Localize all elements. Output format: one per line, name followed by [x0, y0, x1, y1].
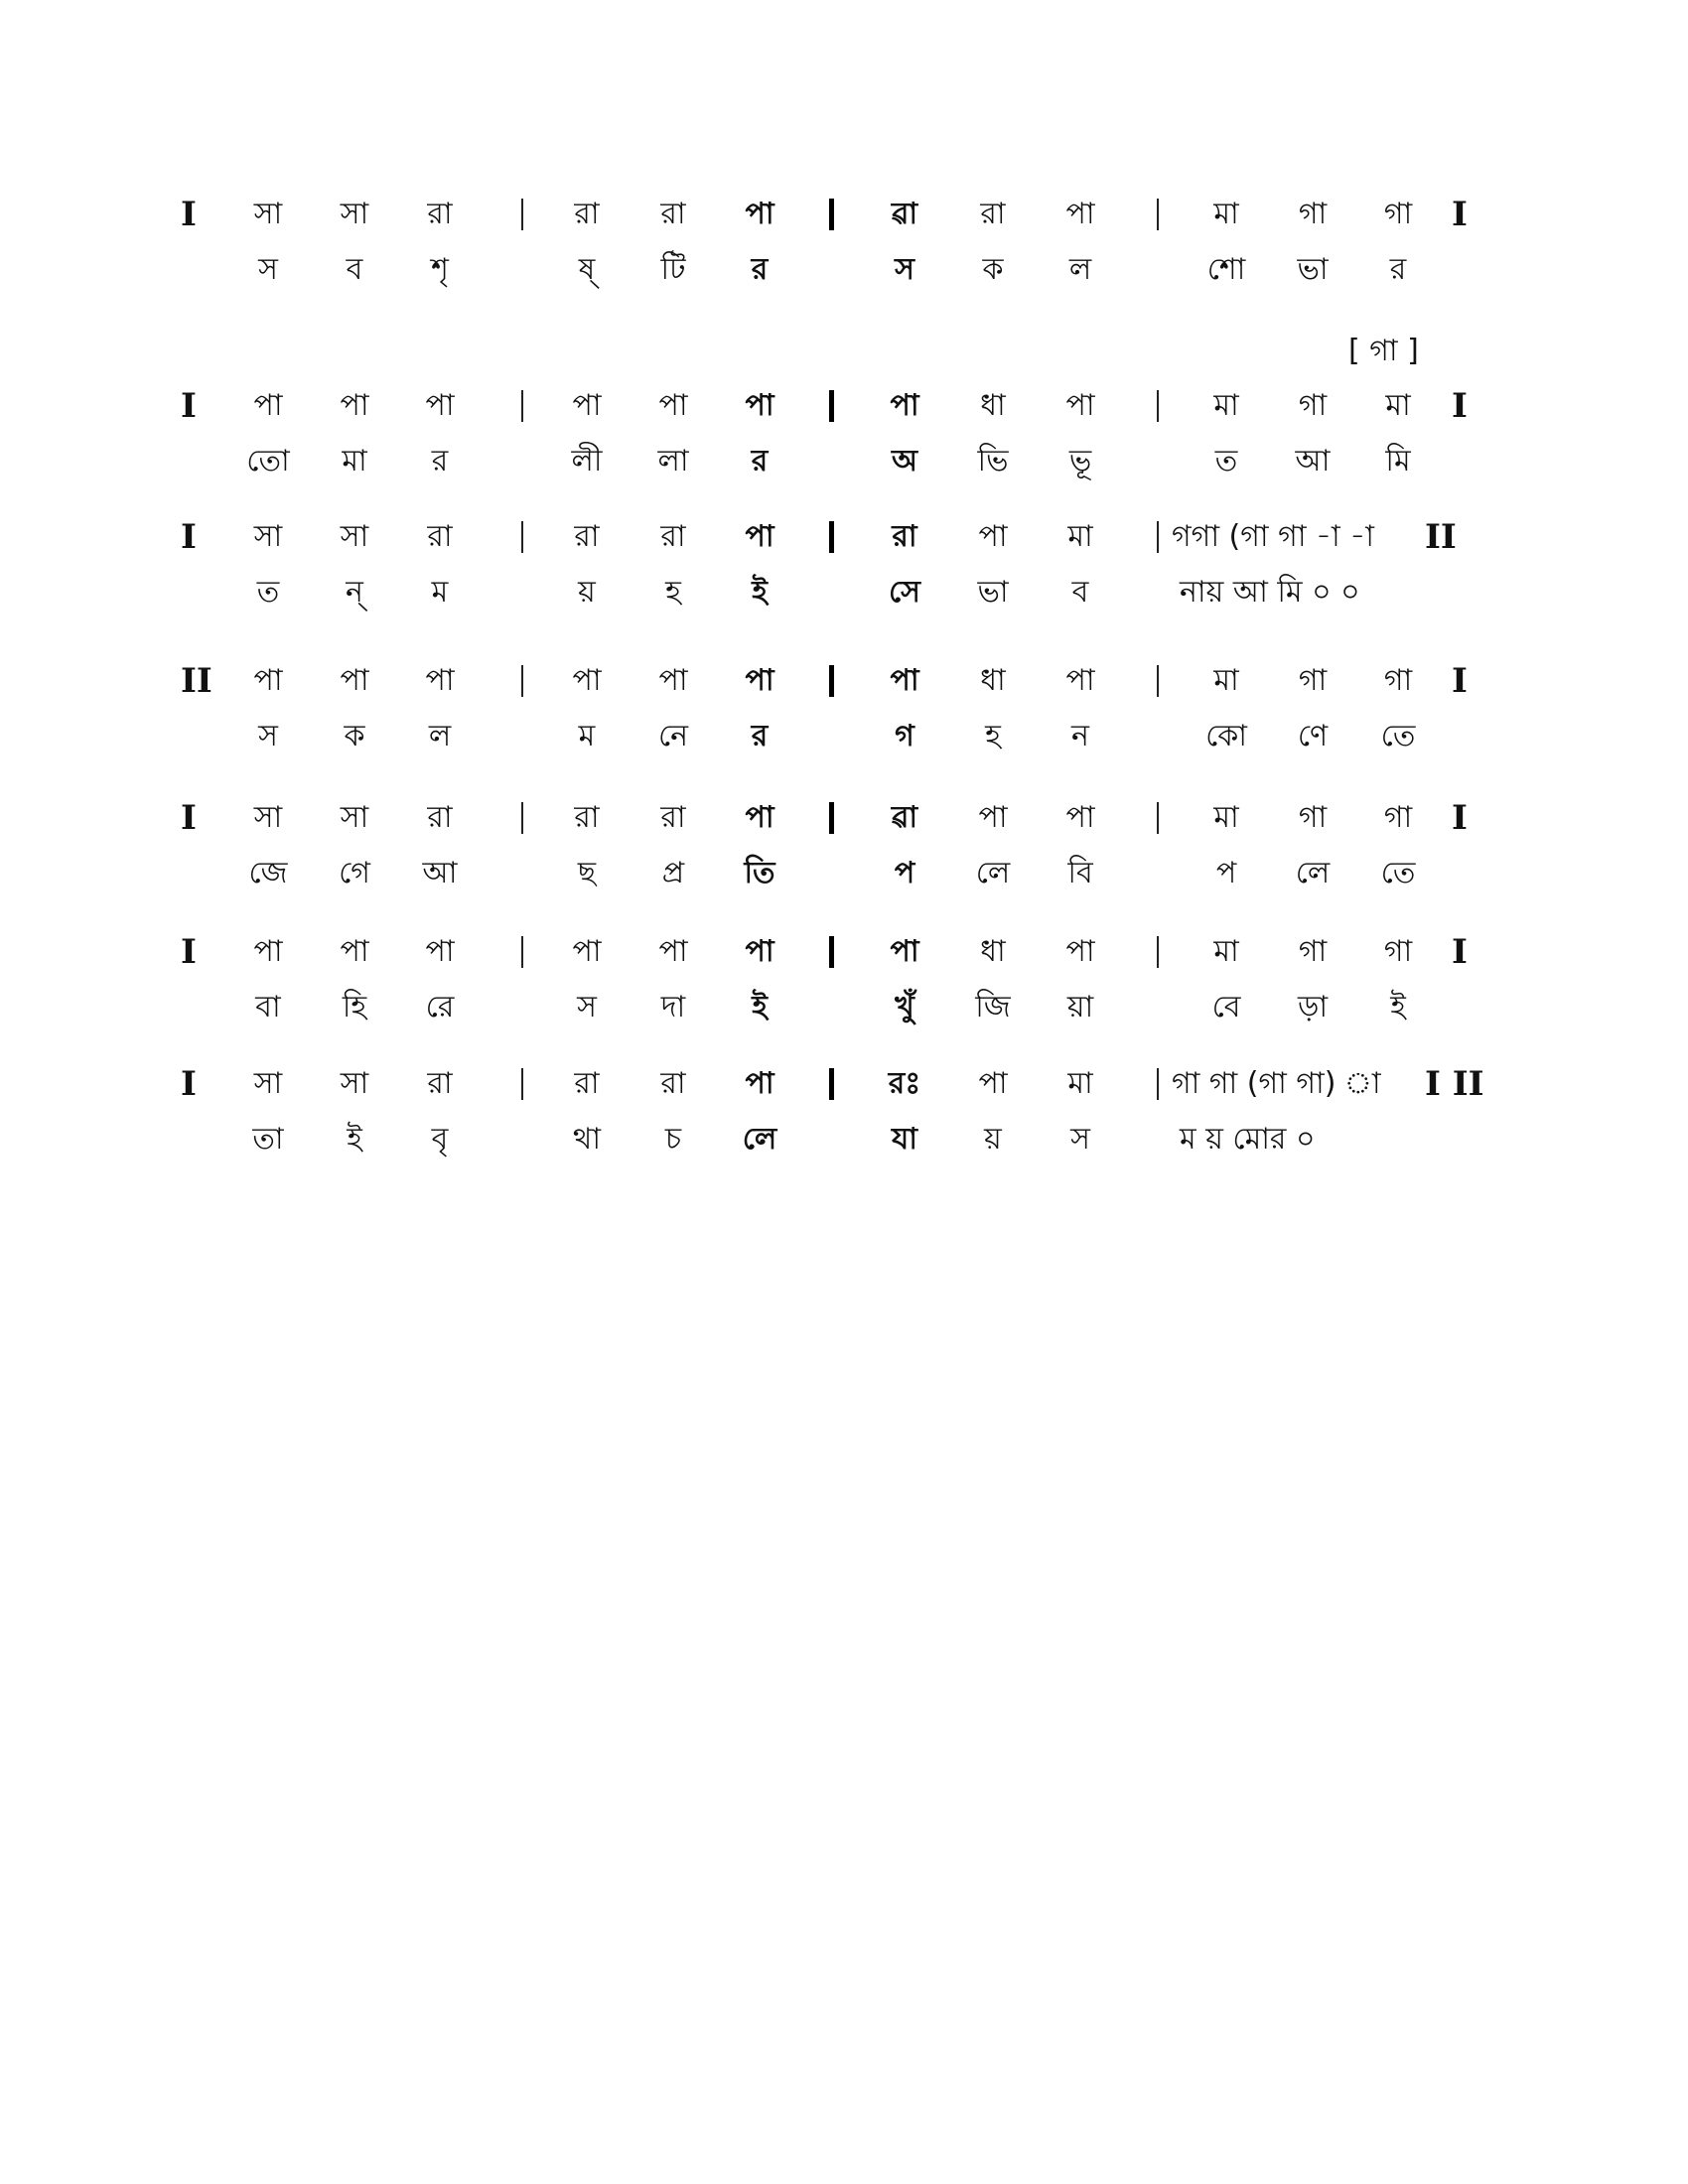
lyric-syllable: লে — [1295, 856, 1331, 890]
lyric-syllable: য়া — [1066, 990, 1094, 1024]
note-syllable: পা — [890, 934, 919, 969]
note-syllable: রা — [660, 800, 686, 835]
note-syllable: রা — [427, 519, 453, 554]
end-barline-mark: I — [1452, 932, 1468, 972]
note-syllable: পা — [658, 388, 688, 423]
note-syllable: রা — [892, 519, 917, 554]
lyric-syllable: ড়া — [1297, 990, 1329, 1024]
lyric-syllable: ন — [1071, 719, 1089, 753]
note-syllable: ধা — [980, 663, 1006, 698]
note-syllable: পা — [745, 1066, 774, 1101]
note-syllable: মা — [1213, 663, 1239, 698]
lyric-syllable: ল — [1068, 252, 1092, 287]
lyric-row — [0, 1116, 1688, 1163]
note-syllable: সা — [253, 800, 283, 835]
note-syllable: সা — [340, 197, 369, 231]
lyric-syllable: শো — [1206, 252, 1246, 287]
lyric-syllable: র — [751, 444, 769, 478]
note-row — [0, 382, 1688, 430]
lyric-syllable: বা — [255, 990, 281, 1024]
lyric-syllable: য় — [578, 575, 596, 610]
lyric-syllable: ম — [578, 719, 596, 753]
heavy-barline — [829, 802, 834, 834]
tail-lyrics: নায় আ মি ০ ০ — [1180, 575, 1360, 610]
note-syllable: পা — [978, 1066, 1008, 1101]
barline — [521, 521, 523, 553]
end-barline-mark: II — [1425, 517, 1457, 557]
lyric-syllable: র — [1389, 252, 1407, 287]
note-syllable: পা — [658, 663, 688, 698]
tail-notes: গা গা (গা গা) া — [1172, 1066, 1381, 1101]
lyric-syllable: ম — [431, 575, 449, 610]
note-syllable: পা — [425, 663, 455, 698]
note-syllable: পা — [425, 388, 455, 423]
barline — [521, 199, 523, 230]
barline — [521, 936, 523, 968]
lyric-syllable: রে — [425, 990, 455, 1024]
note-row — [0, 513, 1688, 561]
start-barline-mark: II — [181, 661, 212, 701]
note-syllable: মা — [1213, 934, 1239, 969]
barline — [1157, 521, 1159, 553]
note-syllable: সা — [253, 197, 283, 231]
note-syllable: মা — [1213, 800, 1239, 835]
lyric-syllable: হ — [665, 575, 681, 610]
note-syllable: সা — [253, 519, 283, 554]
note-syllable: সা — [253, 1066, 283, 1101]
note-syllable: পা — [658, 934, 688, 969]
lyric-syllable: র — [751, 252, 769, 287]
note-syllable: গা — [1383, 934, 1413, 969]
note-syllable: পা — [340, 388, 369, 423]
note-syllable: পা — [1065, 388, 1095, 423]
start-barline-mark: I — [181, 798, 197, 838]
note-syllable: পা — [572, 663, 602, 698]
lyric-syllable: বি — [1067, 856, 1093, 890]
lyric-syllable: লে — [975, 856, 1011, 890]
note-syllable: পা — [572, 388, 602, 423]
lyric-row — [0, 569, 1688, 616]
note-syllable: ধা — [980, 934, 1006, 969]
note-syllable: রা — [574, 197, 600, 231]
note-syllable: গা — [1383, 800, 1413, 835]
note-syllable: গা — [1383, 663, 1413, 698]
lyric-syllable: কো — [1205, 719, 1247, 753]
note-syllable: রা — [574, 519, 600, 554]
lyric-syllable: য় — [984, 1122, 1002, 1157]
lyric-syllable: মি — [1385, 444, 1411, 478]
note-syllable: ধা — [980, 388, 1006, 423]
lyric-syllable: স — [1070, 1122, 1090, 1157]
note-syllable: পা — [745, 388, 774, 423]
lyric-syllable: ব — [346, 252, 363, 287]
barline — [1157, 199, 1159, 230]
note-syllable: মা — [1213, 388, 1239, 423]
barline — [1157, 665, 1159, 697]
note-syllable: গা — [1298, 663, 1328, 698]
note-syllable: রা — [660, 1066, 686, 1101]
end-barline-mark: I — [1452, 386, 1468, 426]
lyric-syllable: ভা — [1297, 252, 1329, 287]
lyric-syllable: স — [895, 252, 914, 287]
lyric-row — [0, 850, 1688, 897]
note-syllable: পা — [745, 663, 774, 698]
tail-lyrics: ম য় মোর ০ — [1180, 1122, 1316, 1157]
note-syllable: গা — [1383, 197, 1413, 231]
lyric-syllable: ই — [752, 990, 768, 1024]
lyric-syllable: তে — [1380, 856, 1416, 890]
lyric-syllable: ভি — [977, 444, 1009, 478]
note-syllable: রা — [660, 519, 686, 554]
lyric-syllable: জে — [248, 856, 288, 890]
lyric-syllable: লে — [742, 1122, 777, 1157]
lyric-syllable: ই — [347, 1122, 362, 1157]
lyric-row — [0, 246, 1688, 294]
note-row — [0, 794, 1688, 842]
lyric-syllable: স — [258, 252, 278, 287]
lyric-syllable: থা — [572, 1122, 602, 1157]
note-syllable: পা — [425, 934, 455, 969]
note-syllable: পা — [745, 800, 774, 835]
note-syllable: পা — [890, 663, 919, 698]
note-syllable: পা — [1065, 197, 1095, 231]
note-syllable: পা — [978, 519, 1008, 554]
note-row — [0, 657, 1688, 705]
lyric-syllable: হ — [985, 719, 1001, 753]
lyric-syllable: তা — [252, 1122, 284, 1157]
note-syllable: মা — [1385, 388, 1411, 423]
note-syllable: পা — [745, 934, 774, 969]
barline — [521, 390, 523, 422]
lyric-syllable: ষ্ — [578, 252, 596, 287]
barline — [1157, 936, 1159, 968]
lyric-syllable: খুঁ — [895, 990, 914, 1024]
lyric-syllable: ই — [1390, 990, 1406, 1024]
end-barline-mark: I — [1452, 195, 1468, 234]
lyric-syllable: ল — [428, 719, 452, 753]
lyric-syllable: ই — [752, 575, 768, 610]
lyric-syllable: স — [258, 719, 278, 753]
barline — [1157, 802, 1159, 834]
heavy-barline — [829, 1068, 834, 1100]
note-syllable: পা — [1065, 800, 1095, 835]
start-barline-mark: I — [181, 195, 197, 234]
lyric-syllable: তি — [744, 856, 775, 890]
note-syllable: পা — [745, 519, 774, 554]
note-syllable: পা — [745, 197, 774, 231]
lyric-syllable: প্র — [661, 856, 685, 890]
lyric-syllable: প — [894, 856, 915, 890]
lyric-syllable: বে — [1211, 990, 1241, 1024]
heavy-barline — [829, 199, 834, 230]
note-syllable: রঃ — [888, 1066, 921, 1101]
lyric-syllable: দা — [660, 990, 686, 1024]
start-barline-mark: I — [181, 1064, 197, 1104]
barline — [521, 1068, 523, 1100]
barline — [1157, 1068, 1159, 1100]
lyric-syllable: ত — [256, 575, 280, 610]
note-syllable: পা — [890, 388, 919, 423]
note-syllable: সা — [340, 519, 369, 554]
note-syllable: পা — [340, 934, 369, 969]
lyric-syllable: যা — [892, 1122, 917, 1157]
note-syllable: সা — [340, 800, 369, 835]
lyric-syllable: আ — [422, 856, 458, 890]
barline — [521, 802, 523, 834]
lyric-row — [0, 713, 1688, 760]
note-syllable: গা — [1298, 934, 1328, 969]
note-syllable: পা — [340, 663, 369, 698]
note-syllable: গা — [1298, 197, 1328, 231]
lyric-syllable: চ — [664, 1122, 682, 1157]
note-syllable: রা — [574, 800, 600, 835]
note-syllable: রা — [427, 800, 453, 835]
lyric-syllable: নে — [657, 719, 689, 753]
note-row — [0, 928, 1688, 976]
heavy-barline — [829, 936, 834, 968]
tail-notes: গগা (গা গা -া -া — [1172, 519, 1374, 554]
note-syllable: ৱা — [891, 197, 918, 231]
lyric-syllable: ত — [1214, 444, 1238, 478]
lyric-syllable: ক — [982, 252, 1004, 287]
barline — [1157, 390, 1159, 422]
note-syllable: রা — [427, 197, 453, 231]
lyric-syllable: প — [1215, 856, 1237, 890]
heavy-barline — [829, 390, 834, 422]
lyric-syllable: তে — [1380, 719, 1416, 753]
lyric-syllable: লা — [657, 444, 689, 478]
end-barline-mark: I II — [1425, 1064, 1484, 1104]
lyric-syllable: ব — [1071, 575, 1089, 610]
note-syllable: গা — [1298, 388, 1328, 423]
note-syllable: রা — [427, 1066, 453, 1101]
lyric-syllable: লী — [571, 444, 603, 478]
note-row — [0, 191, 1688, 238]
bracket-note: [ গা ] — [1348, 334, 1419, 368]
bracket-row — [0, 328, 1688, 375]
lyric-syllable: টি — [660, 252, 686, 287]
end-barline-mark: I — [1452, 661, 1468, 701]
lyric-syllable: ছ — [577, 856, 597, 890]
lyric-syllable: স — [577, 990, 597, 1024]
lyric-row — [0, 984, 1688, 1031]
note-syllable: গা — [1298, 800, 1328, 835]
note-syllable: পা — [253, 934, 283, 969]
lyric-syllable: অ — [892, 444, 917, 478]
note-syllable: পা — [253, 663, 283, 698]
note-syllable: পা — [978, 800, 1008, 835]
lyric-syllable: র — [751, 719, 769, 753]
lyric-syllable: তো — [246, 444, 290, 478]
start-barline-mark: I — [181, 932, 197, 972]
lyric-syllable: গ — [895, 719, 914, 753]
note-syllable: পা — [1065, 663, 1095, 698]
note-syllable: সা — [340, 1066, 369, 1101]
lyric-syllable: ভূ — [1068, 444, 1092, 478]
lyric-syllable: বৃ — [431, 1122, 449, 1157]
end-barline-mark: I — [1452, 798, 1468, 838]
lyric-syllable: ণে — [1297, 719, 1329, 753]
lyric-syllable: জি — [975, 990, 1011, 1024]
note-syllable: মা — [1213, 197, 1239, 231]
lyric-syllable: ক — [344, 719, 365, 753]
lyric-syllable: সে — [889, 575, 920, 610]
note-syllable: মা — [1067, 519, 1093, 554]
note-syllable: মা — [1067, 1066, 1093, 1101]
lyric-syllable: হি — [342, 990, 367, 1024]
note-syllable: পা — [253, 388, 283, 423]
note-syllable: পা — [572, 934, 602, 969]
note-syllable: ৱা — [891, 800, 918, 835]
note-syllable: পা — [1065, 934, 1095, 969]
lyric-syllable: ভা — [977, 575, 1009, 610]
start-barline-mark: I — [181, 517, 197, 557]
lyric-syllable: র — [431, 444, 449, 478]
lyric-syllable: ন্ — [346, 575, 363, 610]
heavy-barline — [829, 665, 834, 697]
note-row — [0, 1060, 1688, 1108]
lyric-syllable: আ — [1295, 444, 1331, 478]
note-syllable: রা — [980, 197, 1006, 231]
lyric-syllable: মা — [342, 444, 367, 478]
note-syllable: রা — [574, 1066, 600, 1101]
lyric-syllable: শৃ — [431, 252, 449, 287]
note-syllable: রা — [660, 197, 686, 231]
heavy-barline — [829, 521, 834, 553]
lyric-syllable: গে — [339, 856, 370, 890]
barline — [521, 665, 523, 697]
lyric-row — [0, 438, 1688, 485]
start-barline-mark: I — [181, 386, 197, 426]
